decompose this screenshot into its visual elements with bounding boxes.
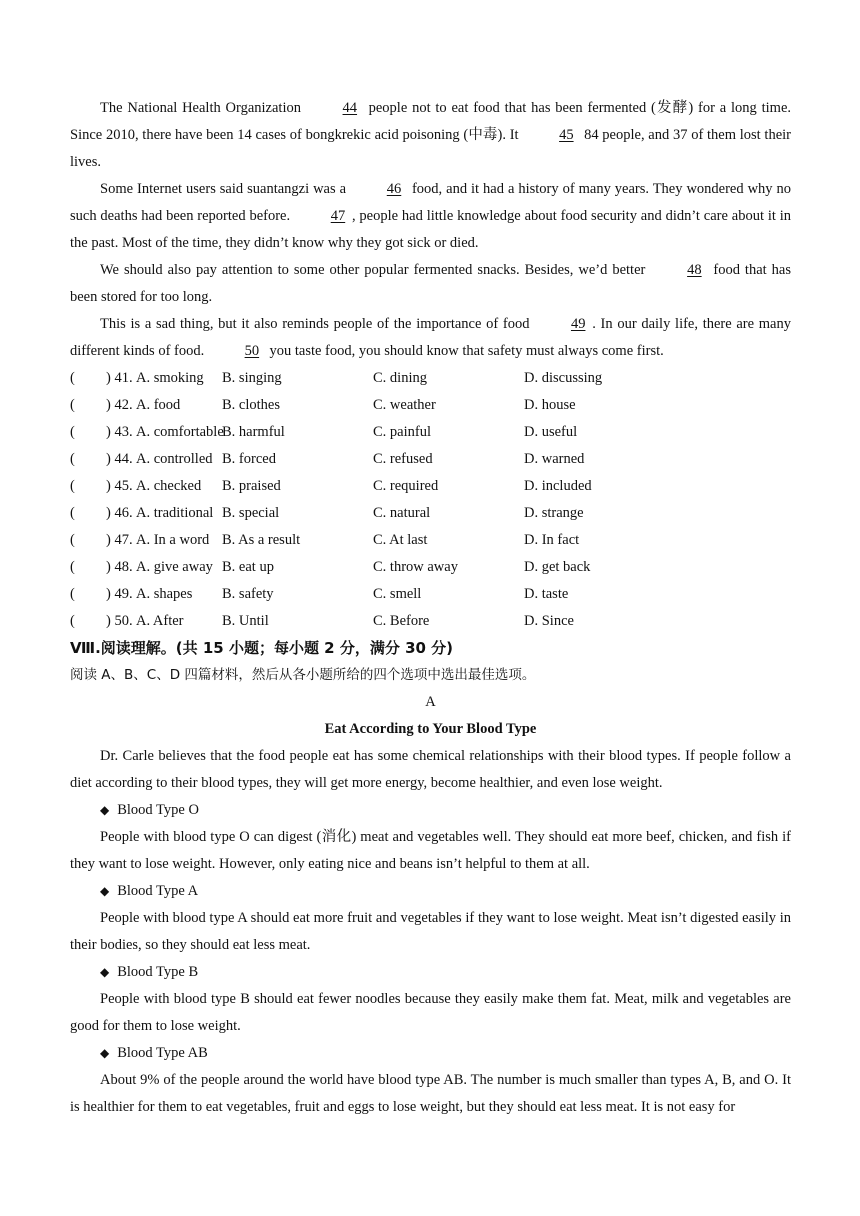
diamond-bullet-icon: ◆	[100, 884, 110, 898]
cloze-paragraph-1	[70, 95, 791, 176]
answer-bracket: (	[70, 370, 75, 386]
blank-47: 47	[330, 208, 346, 224]
option-c: C. At last	[373, 532, 428, 548]
option-b: B. safety	[222, 586, 274, 602]
answer-bracket: (	[70, 613, 75, 629]
question-43	[70, 419, 791, 446]
option-b: B. As a result	[222, 532, 301, 548]
section-heading: Ⅷ.阅读理解。(共 15 小题；每小题 2 分，满分 30 分)	[70, 639, 454, 657]
option-c: C. Before	[373, 613, 430, 629]
option-c: C. smell	[373, 586, 422, 602]
answer-bracket: (	[70, 424, 75, 440]
blank-45: 45	[559, 127, 574, 143]
diamond-bullet-icon: ◆	[100, 1046, 110, 1060]
question-46	[70, 500, 791, 527]
option-b: B. praised	[222, 478, 281, 494]
question-47	[70, 527, 791, 554]
text: you taste food, you should know that safety must always come first.	[269, 343, 664, 359]
paragraph-type-b: People with blood type B should eat fewer noodles because they easily make them fat. Meat, milk and vegetables are good for them to lose weight.	[70, 991, 791, 1034]
question-number: ) 48.	[106, 559, 133, 575]
subheading-type-b	[70, 959, 791, 986]
answer-bracket: (	[70, 451, 75, 467]
option-d: D. included	[524, 478, 592, 494]
option-a: A. controlled	[136, 451, 213, 467]
text: , people had little knowledge about food security and didn’t care about it in the past. Most of the time, they didn’t know why they got sick or died.	[70, 208, 792, 251]
subheading-type-ab	[70, 1040, 791, 1067]
option-d: D. house	[524, 397, 576, 413]
passage-title: Eat According to Your Blood Type	[324, 721, 537, 737]
option-c: C. dining	[373, 370, 427, 386]
question-number: ) 49.	[106, 586, 133, 602]
question-number: ) 43.	[106, 424, 133, 440]
question-49	[70, 581, 791, 608]
blank-49: 49	[570, 316, 586, 332]
subheading-type-o	[70, 797, 791, 824]
question-41	[70, 365, 791, 392]
question-number: ) 46.	[106, 505, 133, 521]
option-d: D. Since	[524, 613, 574, 629]
question-number: ) 41.	[106, 370, 133, 386]
diamond-bullet-icon: ◆	[100, 965, 110, 979]
option-c: C. painful	[373, 424, 431, 440]
option-b: B. Until	[222, 613, 269, 629]
cloze-paragraph-3	[70, 257, 791, 311]
option-b: B. forced	[222, 451, 276, 467]
document-page	[70, 95, 791, 1121]
option-d: D. warned	[524, 451, 585, 467]
option-a: A. comfortable	[136, 424, 224, 440]
option-c: C. natural	[373, 505, 431, 521]
question-45	[70, 473, 791, 500]
text: Some Internet users said suantangzi was a	[100, 181, 347, 197]
option-a: A. traditional	[136, 505, 214, 521]
option-d: D. get back	[524, 559, 591, 575]
subheading-text: Blood Type AB	[117, 1045, 208, 1061]
section-instruction: 阅读 A、B、C、D 四篇材料，然后从各小题所给的四个选项中选出最佳选项。	[70, 667, 536, 683]
option-a: A. give away	[136, 559, 213, 575]
blank-44: 44	[342, 100, 358, 116]
blank-46: 46	[386, 181, 402, 197]
text: food that has been stored for too long.	[70, 262, 792, 305]
text: food, and it had a history of many years. They wondered why no such deaths had been reported before.	[70, 181, 792, 224]
option-d: D. In fact	[524, 532, 580, 548]
question-48	[70, 554, 791, 581]
option-d: D. taste	[524, 586, 569, 602]
cloze-paragraph-2	[70, 176, 791, 257]
text: 84 people, and 37 of them lost their lives.	[70, 127, 792, 170]
option-a: A. After	[136, 613, 184, 629]
answer-bracket: (	[70, 397, 75, 413]
option-b: B. harmful	[222, 424, 285, 440]
paragraph-type-ab: About 9% of the people around the world have blood type AB. The number is much smaller than types A, B, and O. It is healthier for them to eat vegetables, fruit and eggs to lose weight, but they should eat less meat. It is not easy for	[70, 1072, 791, 1115]
subheading-type-a	[70, 878, 791, 905]
blank-48: 48	[687, 262, 702, 278]
diamond-bullet-icon: ◆	[100, 803, 110, 817]
question-number: ) 45.	[106, 478, 133, 494]
question-number: ) 47.	[106, 532, 133, 548]
option-c: C. throw away	[373, 559, 458, 575]
option-d: D. strange	[524, 505, 584, 521]
answer-bracket: (	[70, 586, 75, 602]
option-d: D. discussing	[524, 370, 603, 386]
question-42	[70, 392, 791, 419]
option-b: B. eat up	[222, 559, 274, 575]
option-a: A. food	[136, 397, 181, 413]
option-a: A. checked	[136, 478, 202, 494]
text: . In our daily life, there are many different kinds of food.	[70, 316, 791, 359]
text: We should also pay attention to some other popular fermented snacks. Besides, we’d better	[100, 262, 646, 278]
text: people not to eat food that has been fermented (发酵) for a long time. Since 2010, there have been 14 cases of bongkrekic acid poisoning (中毒). It	[70, 100, 792, 143]
text: This is a sad thing, but it also reminds people of the importance of food	[100, 316, 530, 332]
paragraph-type-o: People with blood type O can digest (消化) meat and vegetables well. They should eat more beef, chicken, and fish if they want to lose weight. However, only eating nice and beans isn’t helpful to them at all.	[70, 829, 791, 872]
option-a: A. smoking	[136, 370, 204, 386]
answer-bracket: (	[70, 532, 75, 548]
cloze-paragraph-4	[70, 311, 791, 365]
option-a: A. shapes	[136, 586, 193, 602]
question-number: ) 42.	[106, 397, 133, 413]
subheading-text: Blood Type B	[117, 964, 199, 980]
subheading-text: Blood Type O	[117, 802, 199, 818]
passage-letter: A	[425, 694, 436, 710]
option-a: A. In a word	[136, 532, 210, 548]
option-d: D. useful	[524, 424, 578, 440]
option-c: C. required	[373, 478, 439, 494]
option-c: C. weather	[373, 397, 436, 413]
text: The National Health Organization	[100, 100, 301, 116]
paragraph-type-a: People with blood type A should eat more fruit and vegetables if they want to lose weight. Meat isn’t digested easily in their bodies, so they should eat less meat.	[70, 910, 791, 953]
option-c: C. refused	[373, 451, 433, 467]
cloze-options	[70, 365, 791, 635]
subheading-text: Blood Type A	[117, 883, 199, 899]
blank-50: 50	[244, 343, 260, 359]
option-b: B. special	[222, 505, 280, 521]
question-44	[70, 446, 791, 473]
answer-bracket: (	[70, 559, 75, 575]
question-number: ) 50.	[106, 613, 133, 629]
answer-bracket: (	[70, 478, 75, 494]
passage-intro: Dr. Carle believes that the food people eat has some chemical relationships with their blood types. If people follow a diet according to their blood types, they will get more energy, become healthier, and even lose weight.	[70, 748, 791, 791]
question-number: ) 44.	[106, 451, 133, 467]
answer-bracket: (	[70, 505, 75, 521]
option-b: B. clothes	[222, 397, 280, 413]
question-50	[70, 608, 791, 635]
option-b: B. singing	[222, 370, 282, 386]
